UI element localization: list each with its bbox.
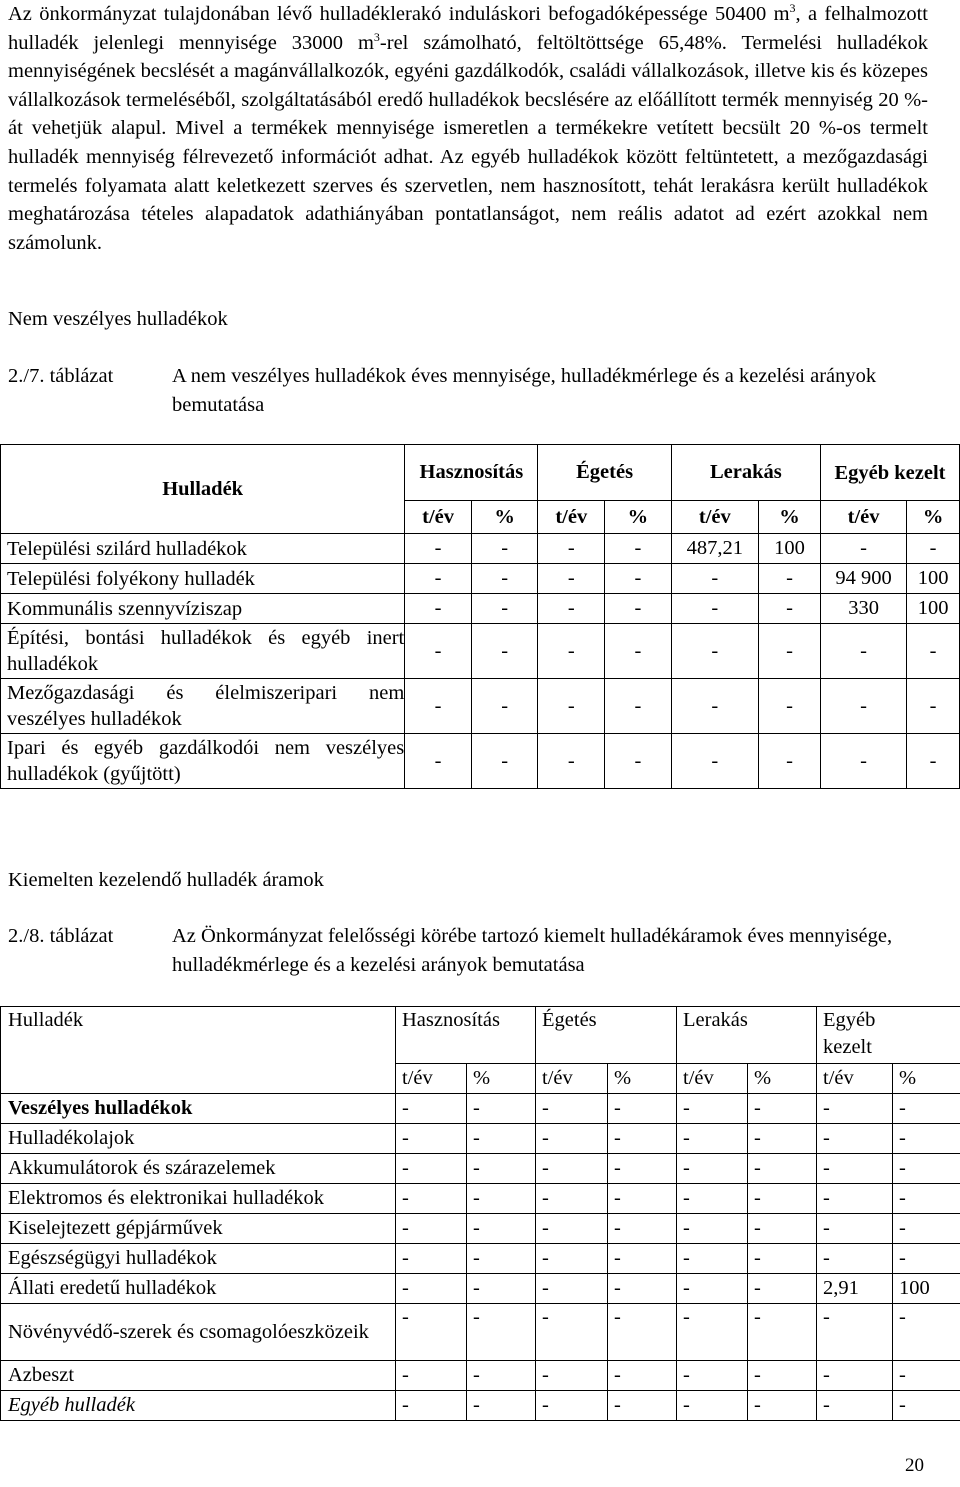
value-cell: - [467, 1244, 536, 1274]
value-cell: - [471, 564, 538, 594]
table-row [1, 734, 960, 789]
value-cell: - [471, 734, 538, 789]
unit-cell: % [605, 501, 672, 534]
value-cell: - [405, 594, 472, 624]
table-7-header-row [1, 445, 960, 501]
value-cell: - [758, 734, 820, 789]
value-cell: - [405, 564, 472, 594]
value-cell: - [467, 1184, 536, 1214]
header-other-treated: Egyéb kezelt [821, 445, 960, 501]
value-cell: - [536, 1274, 608, 1304]
value-cell: - [608, 1274, 677, 1304]
table-row [1, 534, 960, 564]
value-cell: - [748, 1214, 817, 1244]
value-cell: - [536, 1391, 608, 1421]
row-label: Építési, bontási hulladékok és egyéb inert hulladékok [1, 624, 405, 679]
value-cell: - [605, 534, 672, 564]
value-cell: - [538, 534, 605, 564]
value-cell: - [748, 1094, 817, 1124]
value-cell: - [758, 594, 820, 624]
value-cell: - [538, 564, 605, 594]
value-cell: - [608, 1304, 677, 1361]
value-cell: - [758, 624, 820, 679]
value-cell: - [677, 1154, 748, 1184]
header-recovery: Hasznosítás [405, 445, 538, 501]
row-label: Állati eredetű hulladékok [1, 1274, 396, 1304]
value-cell: - [396, 1094, 467, 1124]
value-cell: - [536, 1214, 608, 1244]
table-row [1, 624, 960, 679]
table-row [1, 1154, 960, 1184]
value-cell: - [536, 1094, 608, 1124]
value-cell: - [608, 1214, 677, 1244]
row-label: Azbeszt [1, 1361, 396, 1391]
value-cell: - [396, 1244, 467, 1274]
intro-paragraph [8, 0, 928, 257]
value-cell: - [467, 1361, 536, 1391]
value-cell: - [677, 1094, 748, 1124]
value-cell: - [748, 1274, 817, 1304]
value-cell: - [608, 1094, 677, 1124]
unit-cell: t/év [536, 1064, 608, 1094]
value-cell: - [817, 1214, 893, 1244]
value-cell: - [471, 679, 538, 734]
unit-cell: t/év [405, 501, 472, 534]
value-cell: - [821, 624, 907, 679]
value-cell: - [821, 534, 907, 564]
value-cell: - [467, 1304, 536, 1361]
value-cell: - [396, 1274, 467, 1304]
table-8-header-row [1, 1007, 960, 1064]
value-cell: - [467, 1124, 536, 1154]
value-cell: - [893, 1304, 960, 1361]
value-cell: - [893, 1361, 960, 1391]
superscript-cubic-2: 3 [373, 29, 380, 44]
value-cell: - [677, 1214, 748, 1244]
header-recovery: Hasznosítás [396, 1007, 536, 1064]
value-cell: - [671, 679, 758, 734]
value-cell: - [671, 734, 758, 789]
value-cell: - [608, 1154, 677, 1184]
value-cell: - [536, 1154, 608, 1184]
value-cell: - [677, 1244, 748, 1274]
value-cell: - [605, 624, 672, 679]
row-label: Elektromos és elektronikai hulladékok [1, 1184, 396, 1214]
value-cell: - [396, 1304, 467, 1361]
table-7-number: 2./7. táblázat [8, 365, 114, 387]
value-cell: - [467, 1094, 536, 1124]
value-cell: - [677, 1391, 748, 1421]
header-other-treated: Egyéb kezelt [817, 1007, 960, 1064]
value-cell: - [671, 594, 758, 624]
header-waste: Hulladék [1, 445, 405, 534]
value-cell: - [536, 1304, 608, 1361]
row-label: Egyéb hulladék [1, 1391, 396, 1421]
table-row [1, 1244, 960, 1274]
value-cell: - [893, 1184, 960, 1214]
value-cell: - [471, 624, 538, 679]
table-7-title: A nem veszélyes hulladékok éves mennyisége, hulladékmérlege és a kezelési arányok bemutatása [172, 365, 877, 416]
value-cell: - [907, 624, 960, 679]
value-cell: 100 [758, 534, 820, 564]
table-row [1, 1361, 960, 1391]
value-cell: - [605, 564, 672, 594]
row-label: Települési folyékony hulladék [1, 564, 405, 594]
value-cell: - [817, 1391, 893, 1421]
row-label: Települési szilárd hulladékok [1, 534, 405, 564]
table-row [1, 1391, 960, 1421]
value-cell: - [677, 1361, 748, 1391]
superscript-cubic-1: 3 [789, 1, 796, 15]
value-cell: 2,91 [817, 1274, 893, 1304]
unit-cell: t/év [821, 501, 907, 534]
table-row [1, 564, 960, 594]
value-cell: - [817, 1244, 893, 1274]
value-cell: - [405, 679, 472, 734]
value-cell: - [671, 624, 758, 679]
value-cell: - [608, 1361, 677, 1391]
value-cell: - [907, 679, 960, 734]
value-cell: - [608, 1244, 677, 1274]
unit-cell: t/év [677, 1064, 748, 1094]
value-cell: - [396, 1391, 467, 1421]
table-7 [0, 444, 960, 789]
value-cell: - [817, 1361, 893, 1391]
value-cell: - [748, 1304, 817, 1361]
table-row [1, 1304, 960, 1361]
value-cell: - [538, 679, 605, 734]
value-cell: - [396, 1184, 467, 1214]
value-cell: - [605, 594, 672, 624]
value-cell: - [893, 1214, 960, 1244]
value-cell: - [536, 1244, 608, 1274]
header-landfill: Lerakás [671, 445, 820, 501]
value-cell: 100 [907, 594, 960, 624]
value-cell: - [677, 1274, 748, 1304]
unit-cell: % [608, 1064, 677, 1094]
value-cell: - [467, 1154, 536, 1184]
row-label: Kommunális szennyvíziszap [1, 594, 405, 624]
table-row [1, 679, 960, 734]
value-cell: - [471, 594, 538, 624]
value-cell: - [605, 679, 672, 734]
value-cell: - [467, 1391, 536, 1421]
value-cell: 100 [893, 1274, 960, 1304]
value-cell: - [538, 624, 605, 679]
value-cell: - [748, 1154, 817, 1184]
unit-cell: % [748, 1064, 817, 1094]
value-cell: 330 [821, 594, 907, 624]
value-cell: - [893, 1154, 960, 1184]
value-cell: - [396, 1361, 467, 1391]
value-cell: - [396, 1214, 467, 1244]
value-cell: - [758, 564, 820, 594]
header-waste: Hulladék [1, 1007, 396, 1094]
paragraph-part-1: Az önkormányzat tulajdonában lévő hulladéklerakó induláskori befogadóképessége 50400 m [8, 3, 790, 25]
section-heading-priority-streams: Kiemelten kezelendő hulladék áramok [8, 869, 324, 891]
header-incineration: Égetés [536, 1007, 677, 1064]
value-cell: - [536, 1184, 608, 1214]
value-cell: - [748, 1244, 817, 1274]
value-cell: - [677, 1304, 748, 1361]
value-cell: - [748, 1124, 817, 1154]
row-label: Akkumulátorok és szárazelemek [1, 1154, 396, 1184]
unit-cell: % [907, 501, 960, 534]
value-cell: - [608, 1391, 677, 1421]
value-cell: 94 900 [821, 564, 907, 594]
value-cell: - [821, 734, 907, 789]
value-cell: - [677, 1124, 748, 1154]
table-8-title: Az Önkormányzat felelősségi körébe tartozó kiemelt hulladékáramok éves mennyisége, hulladékmérlege és a kezelési arányok bemutatása [172, 925, 893, 976]
unit-cell: t/év [671, 501, 758, 534]
value-cell: - [748, 1361, 817, 1391]
value-cell: - [893, 1094, 960, 1124]
paragraph-part-3: -rel számolható, feltöltöttsége 65,48%. Termelési hulladékok mennyiségének becslését a magánvállalkozók, egyéni gazdálkodók, családi vállalkozások, illetve kis és közepes vállalkozások termeléséből, szolgáltatásából eredő hulladékok becslésére az előállított termék mennyiség 20 %-át vehetjük alapul. Mivel a termékek mennyisége ismeretlen a termékekre vetített becsült 20 %-os termelt hulladék mennyiség félrevezető információt adhat. Az egyéb hulladékok között feltüntetett, a mezőgazdasági termelés folyamata alatt keletkezett szerves és szervetlen, nem hasznosított, tehát lerakásra került hulladékok meghatározása tételes alapadatok adathiányában pontatlanságot, nem reális adatot ad ezért azokkal nem számolunk. [8, 31, 928, 254]
value-cell: - [893, 1124, 960, 1154]
row-label: Veszélyes hulladékok [1, 1094, 396, 1124]
row-label: Ipari és egyéb gazdálkodói nem veszélyes hulladékok (gyűjtött) [1, 734, 405, 789]
value-cell: - [907, 534, 960, 564]
section-heading-non-hazardous: Nem veszélyes hulladékok [8, 308, 228, 330]
value-cell: - [893, 1391, 960, 1421]
unit-cell: t/év [817, 1064, 893, 1094]
unit-cell: % [471, 501, 538, 534]
value-cell: - [817, 1124, 893, 1154]
row-label: Növényvédő-szerek és csomagolóeszközeik [1, 1304, 396, 1361]
row-label: Mezőgazdasági és élelmiszeripari nem veszélyes hulladékok [1, 679, 405, 734]
value-cell: - [538, 734, 605, 789]
value-cell: - [538, 594, 605, 624]
paragraph-part-2: , a felhalmozott hulladék jelenlegi mennyisége 33000 m [8, 3, 928, 54]
unit-cell: t/év [396, 1064, 467, 1094]
unit-cell: % [893, 1064, 960, 1094]
value-cell: - [817, 1154, 893, 1184]
value-cell: - [405, 534, 472, 564]
value-cell: - [758, 679, 820, 734]
value-cell: - [405, 734, 472, 789]
value-cell: - [907, 734, 960, 789]
value-cell: - [467, 1214, 536, 1244]
value-cell: - [893, 1244, 960, 1274]
value-cell: - [677, 1184, 748, 1214]
value-cell: - [536, 1361, 608, 1391]
table-row [1, 594, 960, 624]
row-label: Kiselejtezett gépjárművek [1, 1214, 396, 1244]
value-cell: - [817, 1094, 893, 1124]
value-cell: 487,21 [671, 534, 758, 564]
table-8 [0, 1006, 960, 1421]
value-cell: - [467, 1274, 536, 1304]
table-row [1, 1184, 960, 1214]
value-cell: - [471, 534, 538, 564]
row-label: Egészségügyi hulladékok [1, 1244, 396, 1274]
value-cell: - [396, 1154, 467, 1184]
table-row [1, 1214, 960, 1244]
value-cell: - [608, 1184, 677, 1214]
unit-cell: % [467, 1064, 536, 1094]
value-cell: - [817, 1184, 893, 1214]
value-cell: - [396, 1124, 467, 1154]
unit-cell: % [758, 501, 820, 534]
value-cell: - [605, 734, 672, 789]
table-row [1, 1124, 960, 1154]
value-cell: - [536, 1124, 608, 1154]
value-cell: - [817, 1304, 893, 1361]
value-cell: - [748, 1184, 817, 1214]
table-8-number: 2./8. táblázat [8, 925, 114, 947]
page-number: 20 [905, 1455, 924, 1476]
value-cell: - [671, 564, 758, 594]
row-label: Hulladékolajok [1, 1124, 396, 1154]
value-cell: - [748, 1391, 817, 1421]
value-cell: - [405, 624, 472, 679]
value-cell: - [608, 1124, 677, 1154]
header-incineration: Égetés [538, 445, 671, 501]
unit-cell: t/év [538, 501, 605, 534]
table-row [1, 1094, 960, 1124]
value-cell: - [821, 679, 907, 734]
header-landfill: Lerakás [677, 1007, 817, 1064]
value-cell: 100 [907, 564, 960, 594]
table-row [1, 1274, 960, 1304]
